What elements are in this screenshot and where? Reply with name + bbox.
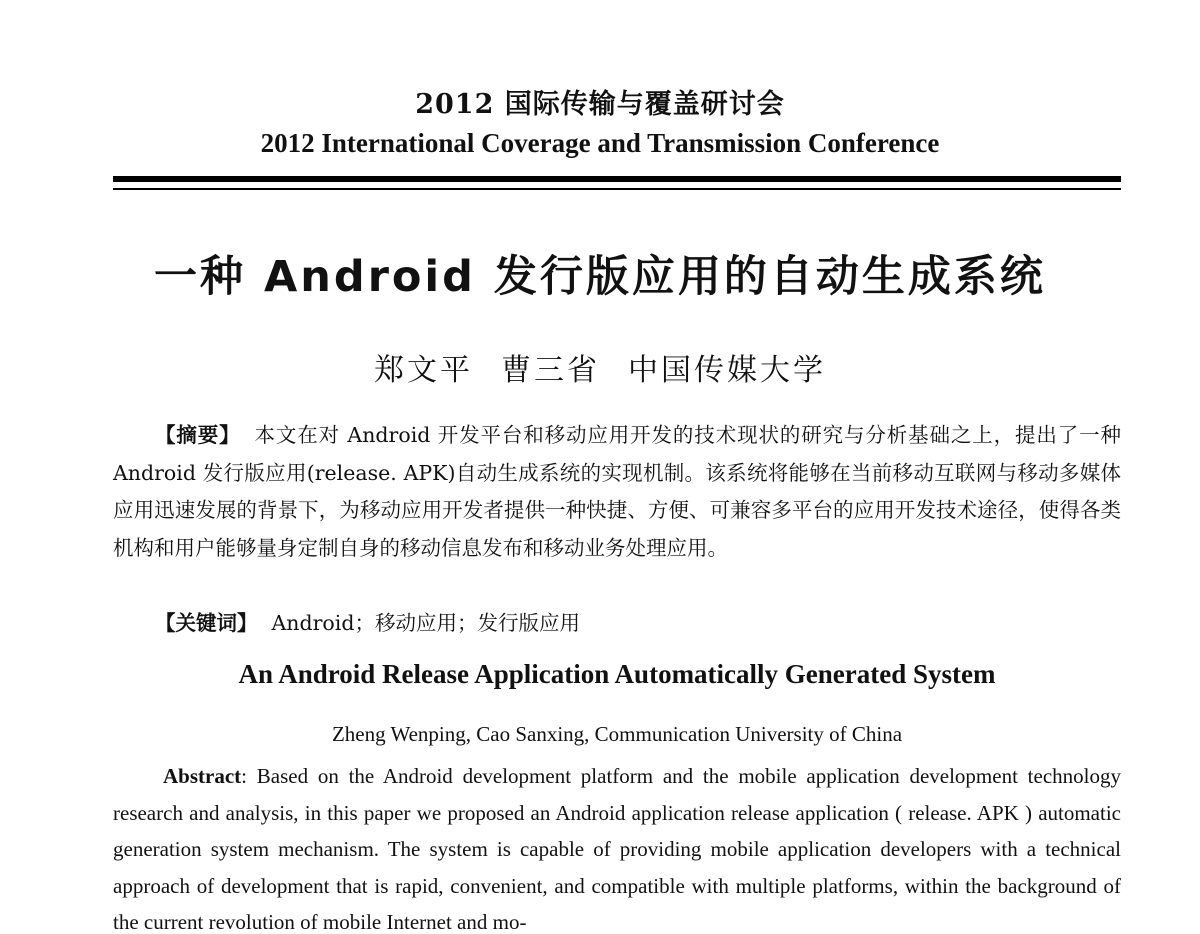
- abstract-en: [113, 758, 1121, 934]
- header-rule-thin: [113, 188, 1121, 190]
- header-rule-thick: [113, 176, 1121, 182]
- authors-cn: [0, 345, 1200, 389]
- conference-title-cn: 2012 国际传输与覆盖研讨会: [415, 89, 785, 120]
- abstract-en-label: Abstract: [163, 764, 242, 788]
- author-affiliation: 中国传媒大学: [628, 353, 826, 388]
- paper-title-cn: 一种 Android 发行版应用的自动生成系统: [154, 252, 1046, 302]
- conference-title-en: 2012 International Coverage and Transmission Conference: [260, 128, 940, 158]
- paper-title-en: An Android Release Application Automatically Generated System: [238, 659, 996, 689]
- abstract-en-text: : Based on the Android development platform and the mobile application development technology research and analysis, in this paper we proposed an Android application release application ( release. APK ) automatic generation system mechanism. The system is capable of providing mobile application developers with a technical approach of development that is rapid, convenient, and compatible with multiple platforms, within the background of the current revolution of mobile Internet and mo-: [113, 764, 1121, 934]
- authors-en: Zheng Wenping, Cao Sanxing, Communication University of China: [331, 722, 903, 746]
- abstract-cn: [113, 417, 1121, 567]
- keywords-cn: [155, 606, 1115, 640]
- abstract-cn-text: 本文在对 Android 开发平台和移动应用开发的技术现状的研究与分析基础之上，提出了一种 Android 发行版应用(release. APK)自动生成系统的实现机制。该系统将能够在当前移动互联网与移动多媒体应用迅速发展的背景下，为移动应用开发者提供一种快捷、方便、可兼容多平台的应用开发技术途径，使得各类机构和用户能够量身定制自身的移动信息发布和移动业务处理应用。: [113, 423, 1121, 560]
- author-name: 曹三省: [501, 353, 600, 388]
- keywords-text: Android；移动应用；发行版应用: [271, 611, 580, 635]
- author-name: 郑文平: [374, 353, 473, 388]
- keywords-label: 【关键词】: [155, 611, 258, 635]
- abstract-cn-label: 【摘要】: [155, 423, 241, 447]
